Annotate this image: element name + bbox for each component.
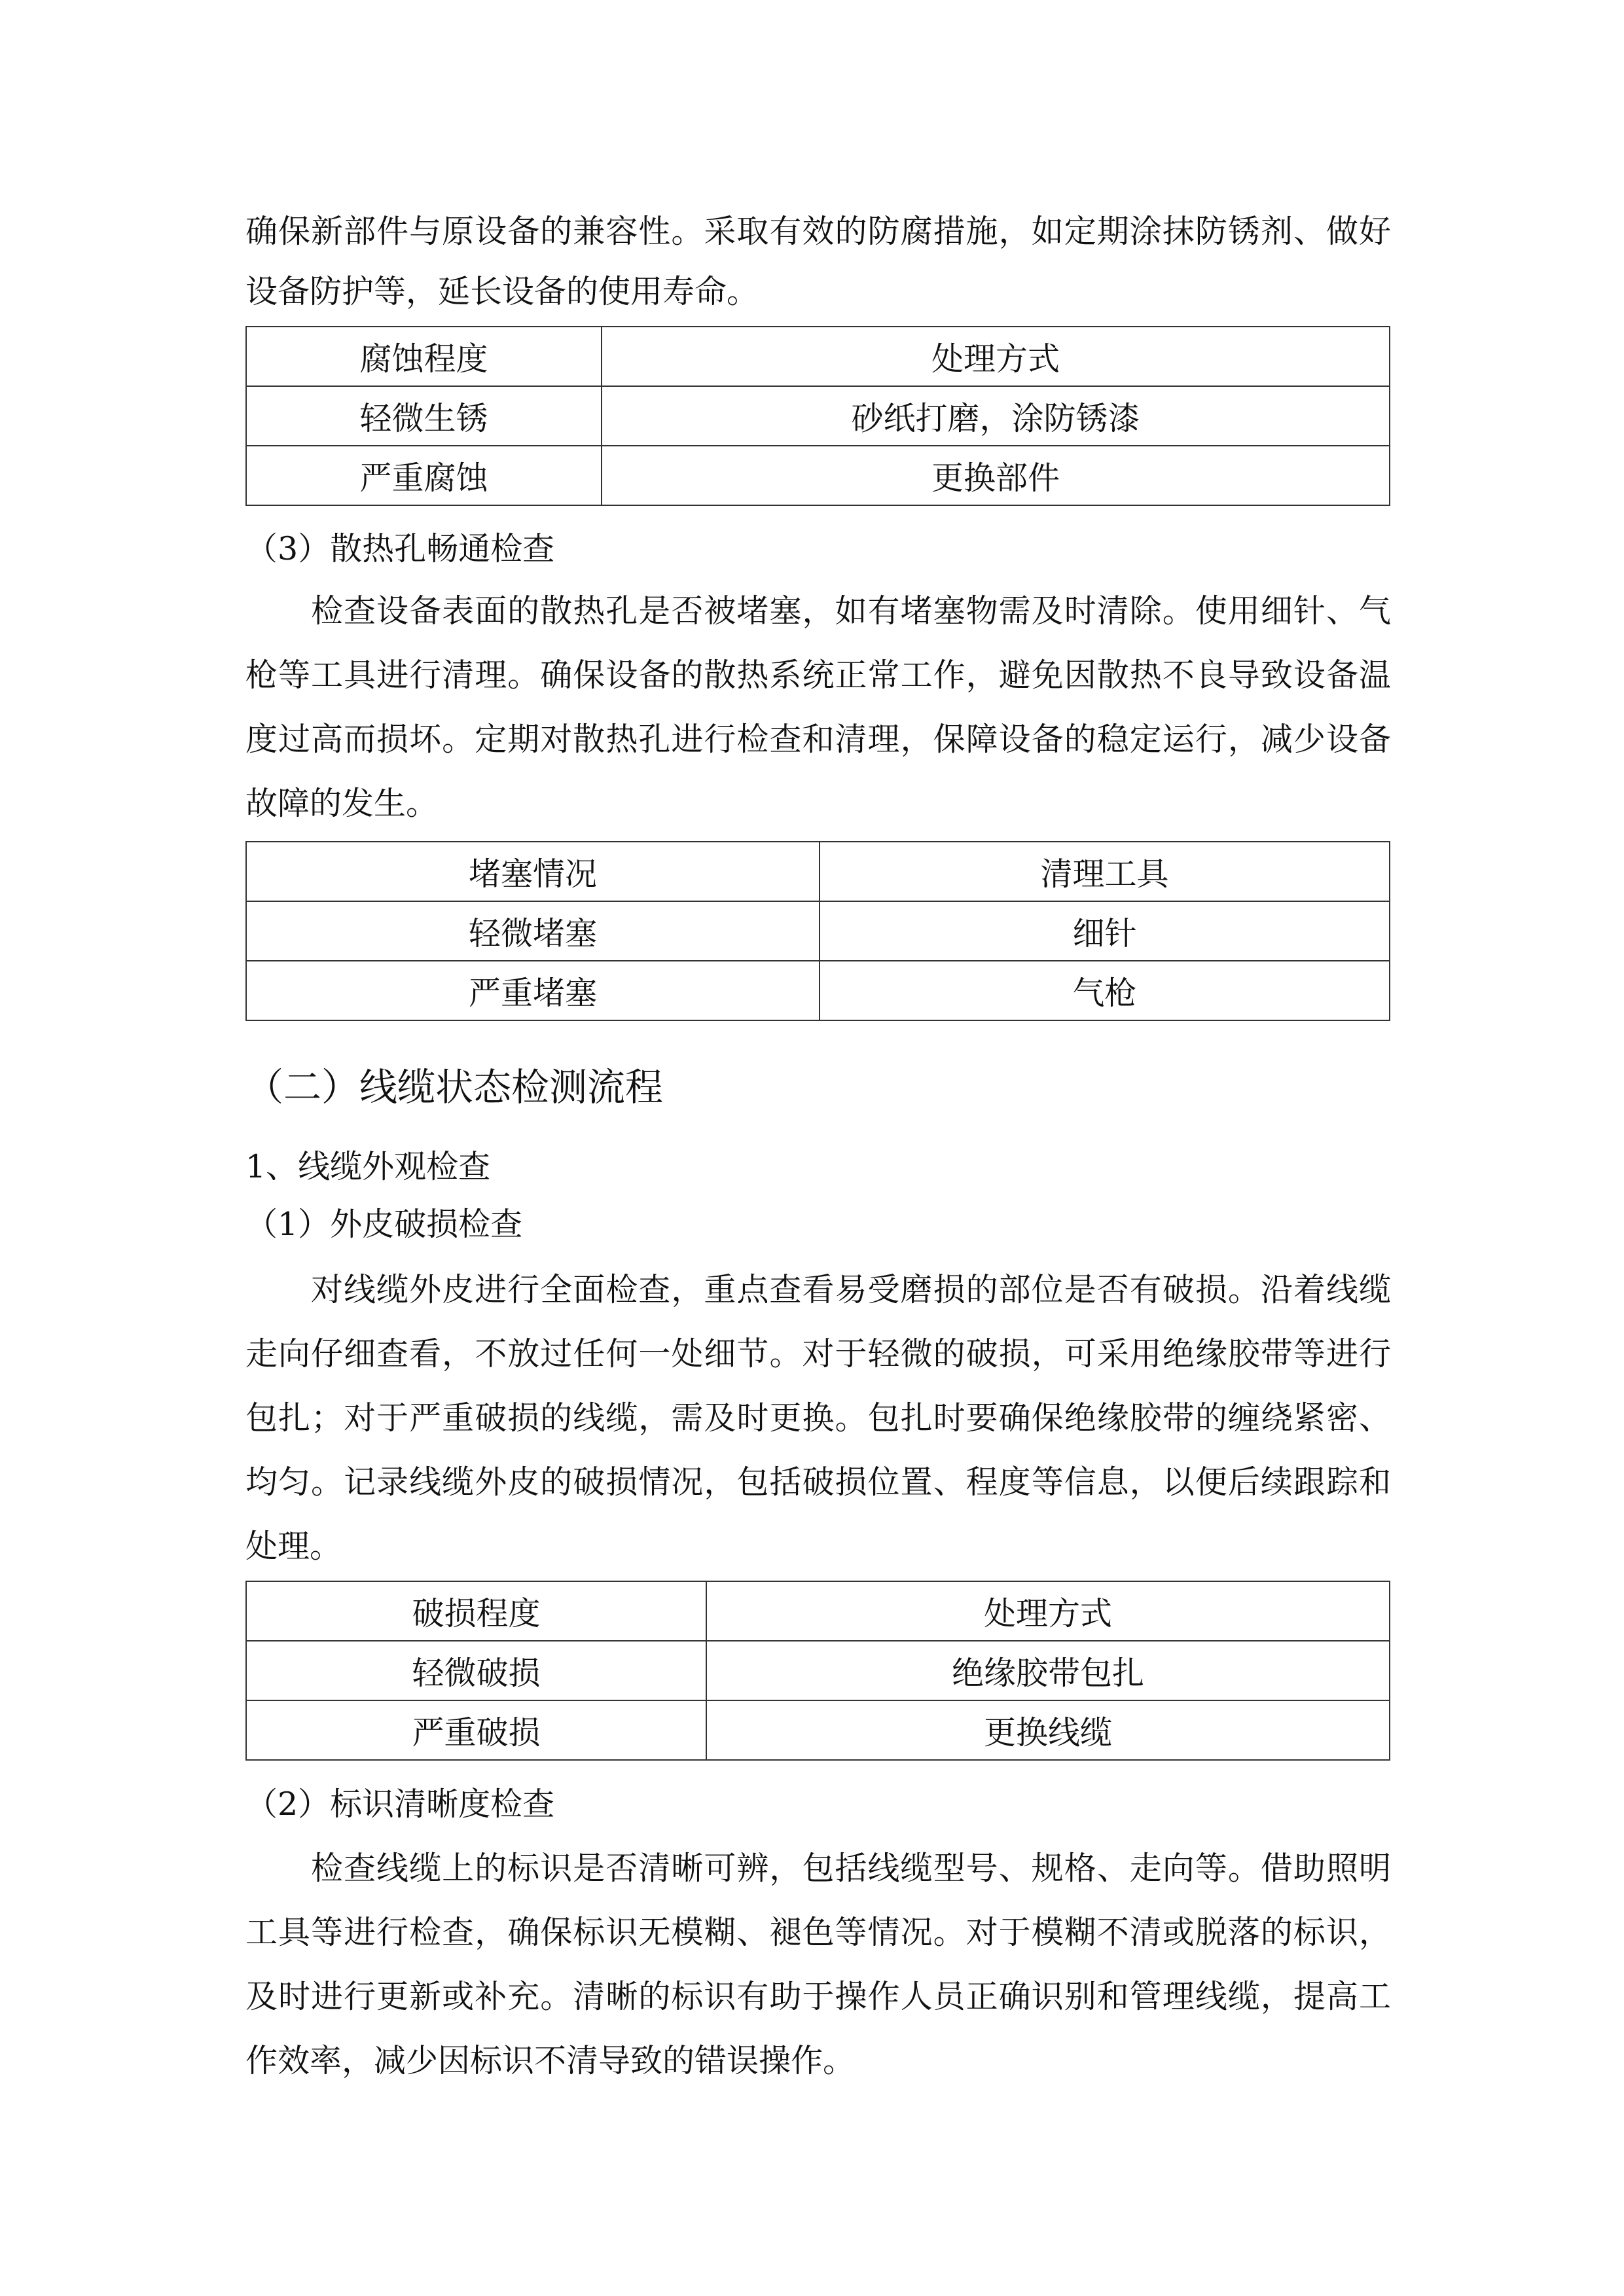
table-cell: 气枪 (820, 961, 1390, 1020)
table-cell: 更换部件 (602, 446, 1390, 505)
table-cell: 砂纸打磨，涂防锈漆 (602, 386, 1390, 446)
table-row (246, 901, 1390, 961)
section-heading: （二）线缆状态检测流程 (245, 1065, 664, 1109)
table-header: 清理工具 (820, 842, 1390, 901)
table-row (246, 1641, 1390, 1700)
sheath-check-paragraph: 对线缆外皮进行全面检查，重点查看易受磨损的部位是否有破损。沿着线缆走向仔细查看，不放过任何一处细节。对于轻微的破损，可采用绝缘胶带等进行包扎；对于严重破损的线缆，需及时更换。包扎时要确保绝缘胶带的缠绕紧密、均匀。记录线缆外皮的破损情况，包括破损位置、程度等信息，以便后续跟踪和处理。 (245, 1271, 1391, 1565)
damage-table (245, 1581, 1390, 1761)
table-header: 破损程度 (246, 1581, 706, 1641)
table-cell: 绝缘胶带包扎 (706, 1641, 1390, 1700)
table-header-row (246, 327, 1390, 386)
table-cell: 轻微堵塞 (246, 901, 820, 961)
table-cell: 严重堵塞 (246, 961, 820, 1020)
table-cell: 更换线缆 (706, 1700, 1390, 1760)
table-header-row (246, 842, 1390, 901)
table-header-row (246, 1581, 1390, 1641)
label-check-paragraph: 检查线缆上的标识是否清晰可辨，包括线缆型号、规格、走向等。借助照明工具等进行检查，确保标识无模糊、褪色等情况。对于模糊不清或脱落的标识，及时进行更新或补充。清晰的标识有助于操作人员正确识别和管理线缆，提高工作效率，减少因标识不清导致的错误操作。 (245, 1850, 1391, 2079)
vent-check-heading: （3）散热孔畅通检查 (245, 530, 555, 567)
table-cell: 轻微生锈 (246, 386, 602, 446)
label-check-heading: （2）标识清晰度检查 (245, 1785, 555, 1823)
vent-check-paragraph: 检查设备表面的散热孔是否被堵塞，如有堵塞物需及时清除。使用细针、气枪等工具进行清理。确保设备的散热系统正常工作，避免因散热不良导致设备温度过高而损坏。定期对散热孔进行检查和清理，保障设备的稳定运行，减少设备故障的发生。 (245, 592, 1391, 822)
table-cell: 严重腐蚀 (246, 446, 602, 505)
table-header: 堵塞情况 (246, 842, 820, 901)
table-header: 处理方式 (602, 327, 1390, 386)
table-row (246, 386, 1390, 446)
subsection-heading: 1、线缆外观检查 (245, 1148, 491, 1185)
blockage-table (245, 841, 1390, 1021)
table-row (246, 446, 1390, 505)
table-cell: 轻微破损 (246, 1641, 706, 1700)
table-cell: 严重破损 (246, 1700, 706, 1760)
table-header: 处理方式 (706, 1581, 1390, 1641)
table-row (246, 961, 1390, 1020)
intro-paragraph: 确保新部件与原设备的兼容性。采取有效的防腐措施，如定期涂抹防锈剂、做好设备防护等，延长设备的使用寿命。 (245, 213, 1391, 310)
table-cell: 细针 (820, 901, 1390, 961)
sheath-check-heading: （1）外皮破损检查 (245, 1206, 523, 1243)
table-row (246, 1700, 1390, 1760)
corrosion-table (245, 326, 1390, 506)
table-header: 腐蚀程度 (246, 327, 602, 386)
